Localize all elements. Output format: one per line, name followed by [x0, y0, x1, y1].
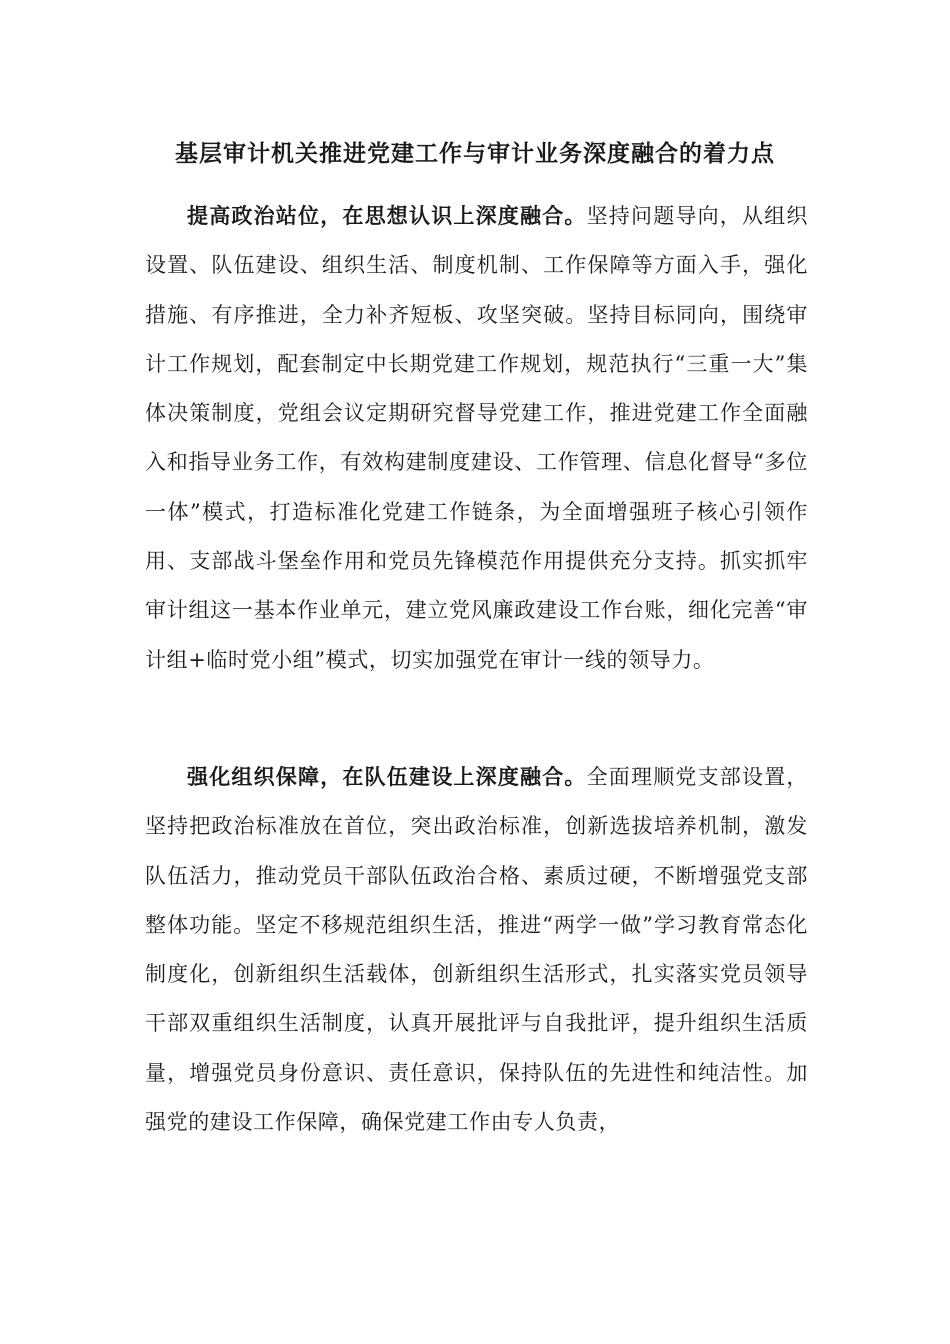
paragraph-2 [145, 752, 808, 1147]
paragraph-1-body: 坚持问题导向，从组织设置、队伍建设、组织生活、制度机制、工作保障等方面入手，强化措施、有序推进，全力补齐短板、攻坚突破。坚持目标同向，围绕审计工作规划，配套制定中长期党建工作规划，规范执行“三重一大”集体决策制度，党组会议定期研究督导党建工作，推进党建工作全面融入和指导业务工作，有效构建制度建设、工作管理、信息化督导“多位一体”模式，打造标准化党建工作链条，为全面增强班子核心引领作用、支部战斗堡垒作用和党员先锋模范作用提供充分支持。抓实抓牢审计组这一基本作业单元，建立党风廉政建设工作台账，细化完善“审计组+临时党小组”模式，切实加强党在审计一线的领导力。 [145, 204, 808, 672]
paragraph-1-lead: 提高政治站位，在思想认识上深度融合。 [187, 203, 587, 228]
paragraph-2-lead: 强化组织保障，在队伍建设上深度融合。 [187, 764, 587, 789]
paragraph-1 [145, 191, 808, 685]
paragraph-2-body: 全面理顺党支部设置，坚持把政治标准放在首位，突出政治标准，创新选拔培养机制，激发队伍活力，推动党员干部队伍政治合格、素质过硬，不断增强党支部整体功能。坚定不移规范组织生活，推进“两学一做”学习教育常态化制度化，创新组织生活载体，创新组织生活形式，扎实落实党员领导干部双重组织生活制度，认真开展批评与自我批评，提升组织生活质量，增强党员身份意识、责任意识，保持队伍的先进性和纯洁性。加强党的建设工作保障，确保党建工作由专人负责， [145, 765, 808, 1135]
document-title: 基层审计机关推进党建工作与审计业务深度融合的着力点 [175, 140, 775, 167]
